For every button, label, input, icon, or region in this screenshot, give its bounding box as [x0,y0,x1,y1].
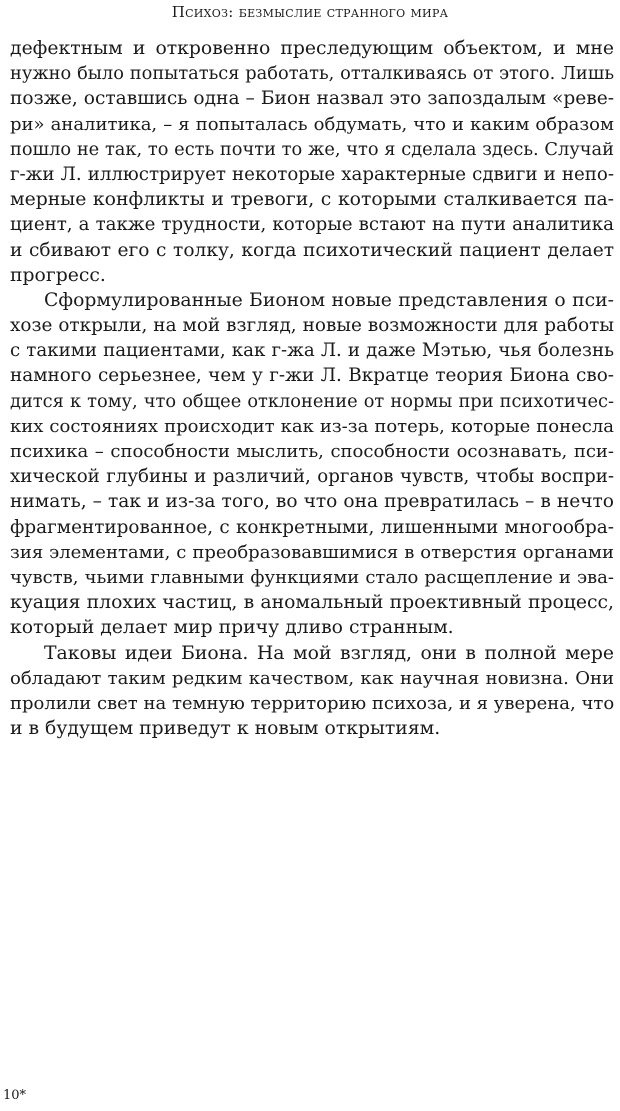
text-line: хической глубины и различий, органов чувств, чтобы воспри- [10,466,614,488]
text-line: фрагментированное, с конкретными, лишенными многообра- [10,516,614,538]
text-line: мерные конфликты и тревоги, с которыми сталкивается па- [10,189,614,211]
paragraph [10,288,614,641]
running-head-title: Психоз: безмыслие странного мира [171,3,449,21]
text-line: нужно было попытаться работать, отталкиваясь от этого. Лишь [10,63,614,85]
text-line: зия элементами, с преобразовавшимися в отверстия органами [10,541,614,563]
text-line: чувств, чьими главными функциями стало расщепление и эва- [10,566,614,588]
text-line: пролили свет на темную территорию психоза, и я уверена, что [10,692,614,714]
text-line: дится к тому, что общее отклонение от нормы при психотичес- [10,390,614,412]
text-line: ри» аналитика, – я попыталась обдумать, что и каким образом [10,113,614,135]
text-line: обладают таким редким качеством, как научная новизна. Они [10,667,614,689]
text-line: циент, а также трудности, которые встают на пути аналитика [10,214,614,236]
text-line: прогресс. [10,264,106,286]
paragraph [10,36,614,288]
text-line: позже, оставшись одна – Бион назвал это запоздалым «реве- [10,88,614,110]
text-line: психика – способности мыслить, способности осознавать, пси- [10,441,614,462]
text-line: и в будущем приведут к новым открытиям. [10,718,441,740]
text-line: дефектным и откровенно преследующим объектом, и мне [10,38,614,59]
paragraph [10,641,614,742]
page-number: 10* [3,1088,27,1103]
text-line: куация плохих частиц, в аномальный проективный процесс, [10,592,614,614]
text-line: Таковы идеи Биона. На мой взгляд, они в полной мере [44,642,614,664]
text-line: намного серьезнее, чем у г-жи Л. Вкратце теория Биона сво- [10,365,614,387]
running-head [0,3,620,21]
text-line: Сформулированные Бионом новые представления о пси- [44,289,614,311]
text-line: пошло не так, то есть почти то же, что я сделала здесь. Случай [10,138,614,160]
text-line: нимать, – так и из-за того, во что она превратилась – в нечто [10,491,614,513]
body-text [10,36,614,741]
text-line: ких состояниях происходит как из-за потерь, которые понесла [10,415,614,437]
text-line: с такими пациентами, как г-жа Л. и даже Мэтью, чья болезнь [10,340,614,362]
text-line: г-жи Л. иллюстрирует некоторые характерные сдвиги и непо- [10,163,614,185]
text-line: который делает мир причу дливо странным. [10,617,454,639]
text-line: и сбивают его с толку, когда психотический пациент делает [10,239,614,261]
text-line: хозе открыли, на мой взгляд, новые возможности для работы [10,315,614,337]
